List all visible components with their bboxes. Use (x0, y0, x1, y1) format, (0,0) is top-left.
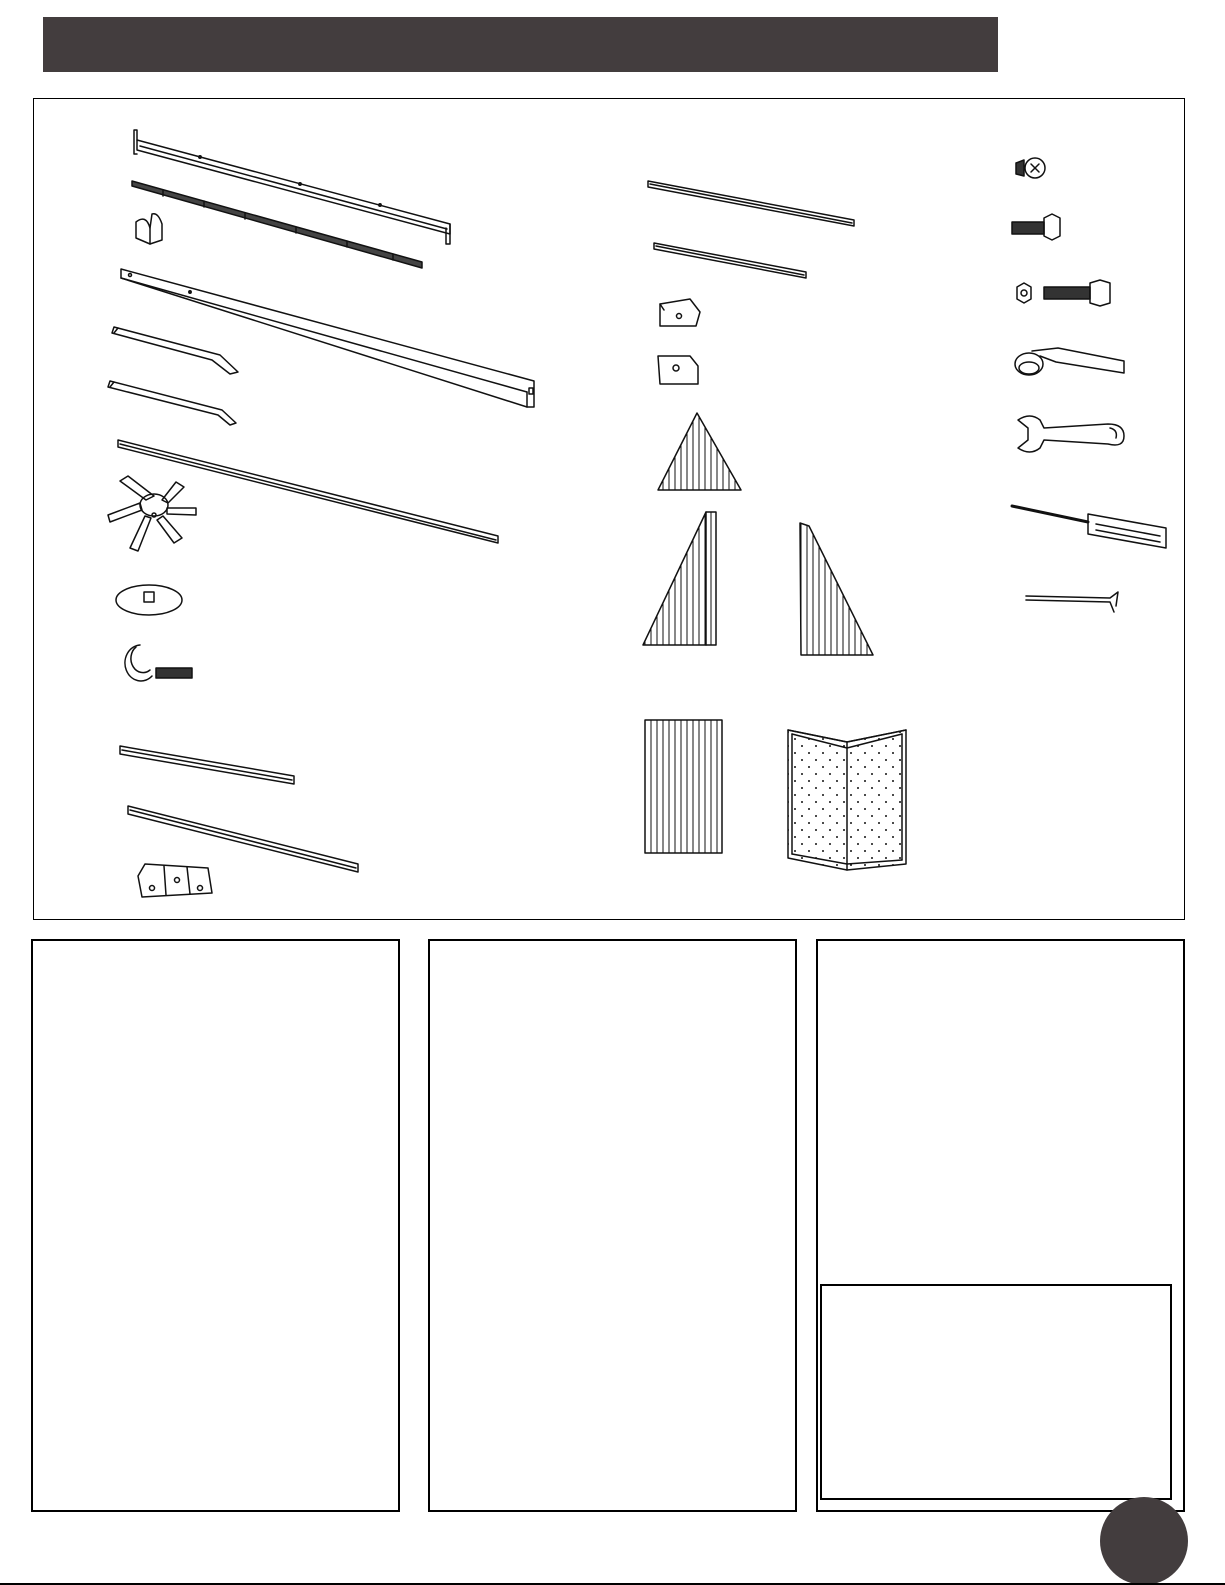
flat-clip (658, 356, 698, 384)
rail-with-pins (132, 181, 422, 268)
open-end-wrench (1018, 416, 1124, 452)
text-panel-middle (428, 939, 797, 1512)
corner-clip (660, 299, 700, 326)
nut-and-bolt (1017, 280, 1110, 306)
roof-center-spider (108, 476, 196, 551)
socket-wrench (1015, 348, 1124, 375)
flat-wall-panel (645, 720, 722, 853)
thin-rail-short (654, 243, 806, 278)
phillips-screw (1016, 158, 1045, 178)
right-triangle-panel-left (643, 512, 716, 645)
hinge-plate (138, 864, 212, 897)
right-triangle-panel-right (800, 523, 873, 655)
short-channel-rail (120, 746, 294, 784)
text-panel-right-inset (820, 1284, 1172, 1500)
hex-bolt (1012, 214, 1060, 240)
eye-hook-bolt (125, 645, 192, 681)
short-angle-brace-2 (108, 381, 236, 425)
long-square-tube (121, 269, 534, 407)
allen-key (1026, 592, 1118, 612)
disc-base-plate (116, 585, 182, 615)
text-panel-left (31, 939, 400, 1512)
triangle-gable-panel (658, 413, 741, 490)
screwdriver (1012, 506, 1166, 548)
u-bracket (136, 214, 162, 244)
corner-door-panel (788, 730, 906, 870)
short-angle-brace (112, 327, 238, 374)
long-channel-rail (118, 440, 498, 543)
thin-rail (648, 181, 854, 226)
page-number-badge (1100, 1497, 1188, 1585)
medium-channel-rail (128, 806, 358, 872)
